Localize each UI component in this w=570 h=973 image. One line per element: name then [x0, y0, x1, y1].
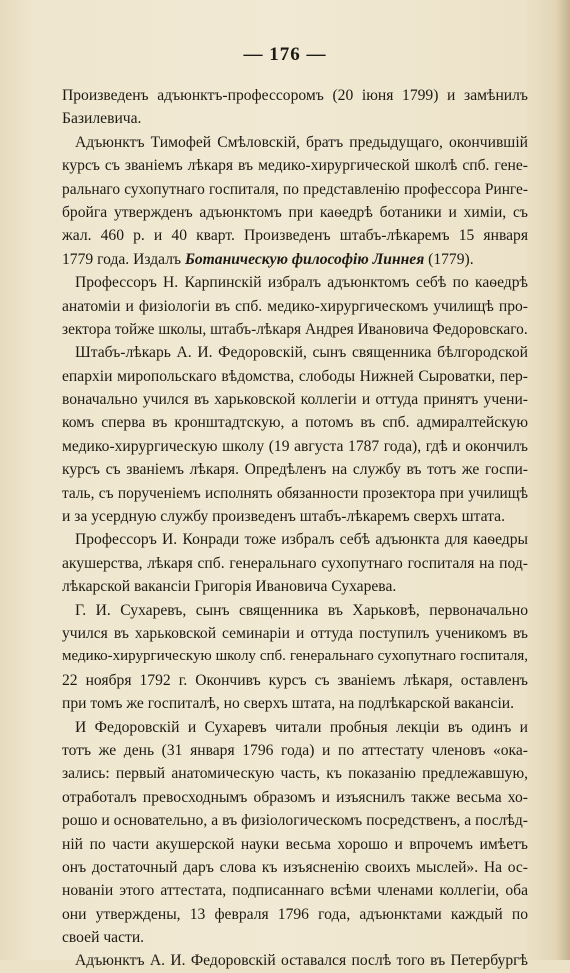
text-line [62, 388, 528, 411]
text-line-content: Базилевича. [62, 110, 142, 128]
text-line-content: медико-хирургическую школу спб. генеральнаго сухопутнаго госпиталя, [62, 648, 528, 665]
text-line-content: И Федоровскій и Сухаревъ читали пробныя лекціи въ одинъ и [75, 718, 528, 736]
text-line [62, 552, 528, 575]
text-line-content: ній по части акушерской науки весьма хорошо и впрочемъ имѣетъ [62, 835, 528, 853]
text-line [62, 435, 528, 458]
text-line [62, 879, 528, 902]
text-line [62, 833, 528, 856]
text-line [62, 949, 528, 972]
text-line-content: епархіи миропольскаго вѣдомства, слободы Нижней Сыроватки, пер- [62, 367, 528, 385]
text-line [62, 692, 528, 715]
text-line-content: своей части. [62, 929, 145, 947]
text-line-content: Адъюнктъ А. И. Федоровскій оставался послѣ того въ Петербургѣ [75, 952, 528, 970]
text-line-content: они утверждены, 13 февраля 1796 года, адъюнктами каждый по [62, 905, 528, 923]
text-line [62, 762, 528, 785]
text-line [62, 528, 528, 551]
text-line [62, 505, 528, 528]
page-edge-shadow [556, 0, 570, 960]
text-line [62, 107, 528, 130]
text-line [62, 365, 528, 388]
text-line [62, 318, 528, 341]
text-line-content: ральнаго сухопутнаго госпиталя, по представленію профессора Ринге- [62, 180, 528, 198]
text-line [62, 622, 528, 645]
text-line-content: 22 ноября 1792 г. Окончивъ курсъ съ званіемъ лѣкаря, оставленъ [62, 671, 528, 689]
text-line-content: курсъ съ званіемъ лѣкаря въ медико-хирургической школѣ спб. гене- [62, 157, 528, 175]
text-line [62, 411, 528, 434]
text-line-content: отработалъ превосходнымъ образомъ и изъяснилъ также весьма хо- [62, 788, 528, 806]
text-line [62, 271, 528, 294]
text-line [62, 903, 528, 926]
text-line [62, 599, 528, 622]
text-line [62, 669, 528, 692]
body-text [62, 84, 528, 973]
text-line [62, 739, 528, 762]
text-line-content: Г. И. Сухаревъ, сынъ священника въ Харьковѣ, первоначально [75, 601, 528, 619]
text-line [62, 84, 528, 107]
text-line-content: акушерства, лѣкаря спб. генеральнаго сухопутнаго госпиталя на под- [62, 554, 528, 572]
text-line-content: и за усердную службу произведенъ штабъ-лѣкаремъ сверхъ штата. [62, 508, 505, 526]
text-line-content: 1779 года. Издалъ [62, 250, 185, 268]
text-line-content: рошо и основательно, а въ физіологическомъ посредственъ, а послѣд- [62, 812, 528, 830]
text-line [62, 716, 528, 739]
text-line [62, 341, 528, 364]
text-line [62, 926, 528, 949]
text-line-content: Профессоръ И. Конради тоже избралъ себѣ адъюнкта для каѳедры [75, 531, 528, 549]
text-line [62, 575, 528, 598]
text-line-content: бройга утвержденъ адъюнктомъ при каѳедрѣ ботаники и химіи, съ [62, 203, 528, 221]
text-line [62, 482, 528, 505]
text-line-content: курсъ съ званіемъ лѣкаря. Опредѣленъ на службу въ тотъ же госпи- [62, 461, 528, 479]
text-line [62, 786, 528, 809]
text-line-content: анатоміи и физіологіи въ спб. медико-хирургическомъ училищѣ про- [62, 297, 528, 315]
text-line-tail: (1779). [424, 250, 474, 268]
text-line-content: жал. 460 р. и 40 кварт. Произведенъ штабъ-лѣкаремъ 15 января [62, 227, 528, 245]
text-line-content: таль, съ порученіемъ исполнять обязанности прозектора при училищѣ [62, 484, 528, 502]
text-line-content: медико-хирургическую школу (19 августа 1787 года), гдѣ и окончилъ [62, 437, 528, 455]
text-line [62, 645, 528, 668]
text-line-content: зались: первый анатомическую часть, къ показанію предлежавшую, [62, 765, 528, 783]
text-line [62, 178, 528, 201]
text-line-content: тотъ же день (31 января 1796 года) и по аттестату членовъ «ока- [62, 741, 528, 759]
text-line [62, 131, 528, 154]
text-line-content: Адъюнктъ Тимофей Смѣловскій, братъ предыдущаго, окончившій [75, 133, 528, 151]
emphasized-title: Ботаническую философію Линнея [184, 250, 425, 268]
text-line-content: комъ сперва въ кронштадтскую, а потомъ въ спб. адмиралтейскую [62, 414, 528, 432]
text-line [62, 248, 528, 271]
text-line [62, 224, 528, 247]
text-line [62, 458, 528, 481]
text-line-content: воначально учился въ харьковской коллегіи и оттуда принятъ учени- [62, 391, 528, 409]
text-line-content: лѣкарской вакансіи Григорія Ивановича Сухарева. [62, 578, 397, 596]
page-number: — 176 — [243, 44, 327, 65]
text-line [62, 154, 528, 177]
text-line-content: учился въ харьковской семинаріи и оттуда поступилъ ученикомъ въ [62, 624, 528, 642]
text-line [62, 809, 528, 832]
text-line-content: при томъ же госпиталѣ, но сверхъ штата, на подлѣкарской вакансіи. [62, 695, 515, 713]
text-line [62, 856, 528, 879]
text-line-content: нованіи этого аттестата, подписаннаго всѣми членами коллегіи, оба [62, 882, 528, 900]
text-line [62, 295, 528, 318]
text-line-content: онъ достаточный даръ слова къ изъясненію своихъ мыслей». На ос- [62, 858, 528, 876]
text-line-content: Произведенъ адъюнктъ-профессоромъ (20 іюня 1799) и замѣнилъ [62, 87, 528, 104]
text-line-content: зектора тойже школы, штабъ-лѣкаря Андрея Ивановича Федоровскаго. [62, 320, 528, 338]
text-line [62, 201, 528, 224]
text-line-content: Штабъ-лѣкарь А. И. Федоровскій, сынъ священника бѣлгородской [75, 344, 528, 362]
text-line-content: Профессоръ Н. Карпинскій избралъ адъюнктомъ себѣ по каѳедрѣ [75, 274, 528, 292]
